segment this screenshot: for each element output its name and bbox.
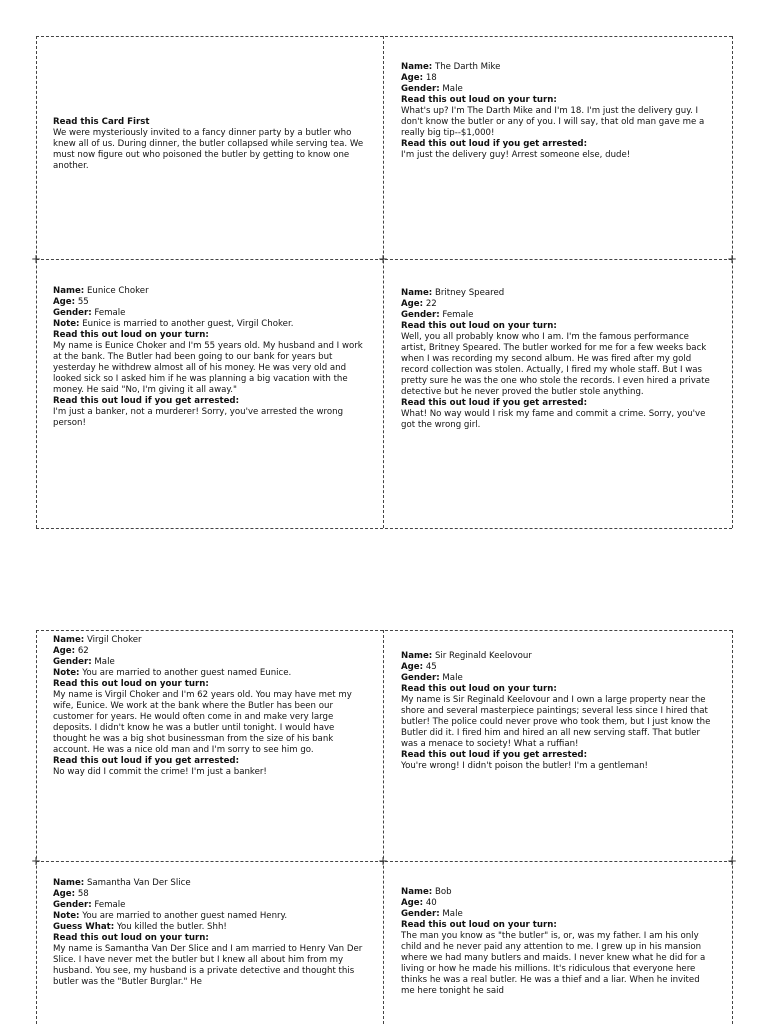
- character-gender: Male: [442, 84, 463, 94]
- name-label: Name:: [401, 288, 433, 298]
- character-card-eunice-choker: [53, 286, 365, 429]
- cut-line: [383, 630, 384, 1024]
- character-age: 45: [425, 662, 437, 672]
- character-note: You are married to another guest named Eunice.: [82, 668, 292, 678]
- character-age: 40: [425, 898, 437, 908]
- character-card-britney-speared: [401, 288, 713, 431]
- character-gender: Male: [94, 657, 115, 667]
- name-label: Name:: [53, 635, 85, 645]
- character-gender: Female: [442, 310, 474, 320]
- gender-label: Gender:: [53, 657, 92, 667]
- arrest-text: I'm just the delivery guy! Arrest someone else, dude!: [401, 150, 631, 160]
- character-note: You are married to another guest named Henry.: [82, 911, 288, 921]
- intro-card: [53, 117, 365, 172]
- character-gender: Female: [94, 900, 126, 910]
- age-label: Age:: [401, 73, 424, 83]
- character-gender: Male: [442, 909, 463, 919]
- cut-line: [36, 36, 37, 528]
- intro-title: Read this Card First: [53, 117, 150, 127]
- character-note: Eunice is married to another guest, Virgil Choker.: [82, 319, 294, 329]
- arrest-heading: Read this out loud if you get arrested:: [53, 396, 240, 406]
- turn-heading: Read this out loud on your turn:: [401, 95, 557, 105]
- age-label: Age:: [401, 662, 424, 672]
- cut-mark: +: [727, 854, 738, 868]
- name-label: Name:: [401, 887, 433, 897]
- intro-body: We were mysteriously invited to a fancy dinner party by a butler who knew all of us. During dinner, the butler collapsed while serving tea. We must now figure out who poisoned the butler by getting to know one another.: [53, 128, 364, 171]
- character-name: Virgil Choker: [86, 635, 142, 645]
- turn-text: The man you know as "the butler" is, or, was my father. I am his only child and he never paid any attention to me. I grew up in his mansion where we had many butlers and maids. I never knew what he did for a living or how he made his millions. It's ridiculous that everyone here thinks he was a real butler. He was a thief and a liar. When he invited me here tonight he said: [401, 931, 706, 996]
- gender-label: Gender:: [53, 900, 92, 910]
- cut-line: [36, 528, 732, 529]
- character-secret: You killed the butler. Shh!: [116, 922, 227, 932]
- gender-label: Gender:: [401, 84, 440, 94]
- character-card-samantha-van-der-slice: [53, 878, 365, 988]
- arrest-text: I'm just a banker, not a murderer! Sorry, you've arrested the wrong person!: [53, 407, 344, 428]
- arrest-heading: Read this out loud if you get arrested:: [401, 139, 588, 149]
- character-name: Samantha Van Der Slice: [86, 878, 191, 888]
- turn-text: My name is Sir Reginald Keelovour and I own a large property near the shore and several masterpiece paintings; several less since I hired that butler! The police could never prove who took them, but I just know the Butler did it. I fired him and hired an all new serving staff. That butler was a menace to society! What a ruffian!: [401, 695, 711, 749]
- character-name: Sir Reginald Keelovour: [434, 651, 532, 661]
- character-gender: Female: [94, 308, 126, 318]
- cut-line: [732, 630, 733, 1024]
- character-card-bob: [401, 887, 713, 997]
- cut-line: [36, 630, 37, 1024]
- character-name: The Darth Mike: [434, 62, 501, 72]
- character-card-darth-mike: [401, 62, 713, 161]
- age-label: Age:: [53, 889, 76, 899]
- cut-line: [36, 36, 732, 37]
- arrest-heading: Read this out loud if you get arrested:: [401, 750, 588, 760]
- cut-mark: +: [378, 854, 389, 868]
- arrest-text: No way did I commit the crime! I'm just a banker!: [53, 767, 267, 777]
- turn-text: My name is Virgil Choker and I'm 62 years old. You may have met my wife, Eunice. We work at the bank where the Butler has been our customer for years. He would often come in and make very large deposits. I didn't know he was a butler until tonight. I would have thought he was a big shot businessman from the size of his bank account. He was a nice old man and I'm sorry to see him go.: [53, 690, 352, 755]
- arrest-text: What! No way would I risk my fame and commit a crime. Sorry, you've got the wrong girl.: [401, 409, 706, 430]
- character-name: Bob: [434, 887, 452, 897]
- name-label: Name:: [401, 62, 433, 72]
- turn-heading: Read this out loud on your turn:: [401, 321, 557, 331]
- turn-text: Well, you all probably know who I am. I'm the famous performance artist, Britney Speared. The butler worked for me for a few weeks back when I was recording my second album. He was fired after my gold record collection was stolen. Actually, I fired my whole staff. But I was pretty sure he was the one who stole the records. I even hired a private detective but he never proved the butler stole anything.: [401, 332, 710, 397]
- note-label: Note:: [53, 668, 80, 678]
- cut-mark: +: [31, 252, 42, 266]
- character-name: Britney Speared: [434, 288, 505, 298]
- character-age: 55: [77, 297, 89, 307]
- cut-mark: +: [727, 252, 738, 266]
- age-label: Age:: [53, 646, 76, 656]
- gender-label: Gender:: [53, 308, 92, 318]
- cut-line: [732, 36, 733, 528]
- character-gender: Male: [442, 673, 463, 683]
- name-label: Name:: [53, 286, 85, 296]
- cut-line: [383, 36, 384, 528]
- age-label: Age:: [401, 299, 424, 309]
- character-card-virgil-choker: [53, 635, 365, 778]
- age-label: Age:: [401, 898, 424, 908]
- turn-heading: Read this out loud on your turn:: [53, 933, 209, 943]
- turn-text: My name is Eunice Choker and I'm 55 years old. My husband and I work at the bank. The Butler had been going to our bank for years but yesterday he withdrew almost all of his money. He was very old and looked sick so I asked him if he was planning a big vacation with the money. He said "No, I'm giving it all away.": [53, 341, 363, 395]
- cut-line: [36, 630, 732, 631]
- gender-label: Gender:: [401, 310, 440, 320]
- character-age: 22: [425, 299, 437, 309]
- turn-heading: Read this out loud on your turn:: [53, 679, 209, 689]
- gender-label: Gender:: [401, 673, 440, 683]
- arrest-heading: Read this out loud if you get arrested:: [401, 398, 588, 408]
- gender-label: Gender:: [401, 909, 440, 919]
- character-card-reginald-keelovour: [401, 651, 713, 772]
- note-label: Note:: [53, 319, 80, 329]
- character-age: 62: [77, 646, 89, 656]
- guess-label: Guess What:: [53, 922, 115, 932]
- turn-heading: Read this out loud on your turn:: [401, 684, 557, 694]
- character-age: 58: [77, 889, 89, 899]
- age-label: Age:: [53, 297, 76, 307]
- cut-mark: +: [378, 252, 389, 266]
- turn-heading: Read this out loud on your turn:: [53, 330, 209, 340]
- arrest-text: You're wrong! I didn't poison the butler! I'm a gentleman!: [401, 761, 648, 771]
- character-name: Eunice Choker: [86, 286, 149, 296]
- note-label: Note:: [53, 911, 80, 921]
- turn-text: What's up? I'm The Darth Mike and I'm 18. I'm just the delivery guy. I don't know the butler or any of you. I will say, that old man gave me a really big tip--$1,000!: [401, 106, 705, 138]
- turn-text: My name is Samantha Van Der Slice and I am married to Henry Van Der Slice. I have never met the butler but I knew all about him from my husband. You see, my husband is a private detective and thought this butler was the "Butler Burglar." He: [53, 944, 363, 987]
- cut-mark: +: [31, 854, 42, 868]
- character-age: 18: [425, 73, 437, 83]
- name-label: Name:: [401, 651, 433, 661]
- turn-heading: Read this out loud on your turn:: [401, 920, 557, 930]
- arrest-heading: Read this out loud if you get arrested:: [53, 756, 240, 766]
- name-label: Name:: [53, 878, 85, 888]
